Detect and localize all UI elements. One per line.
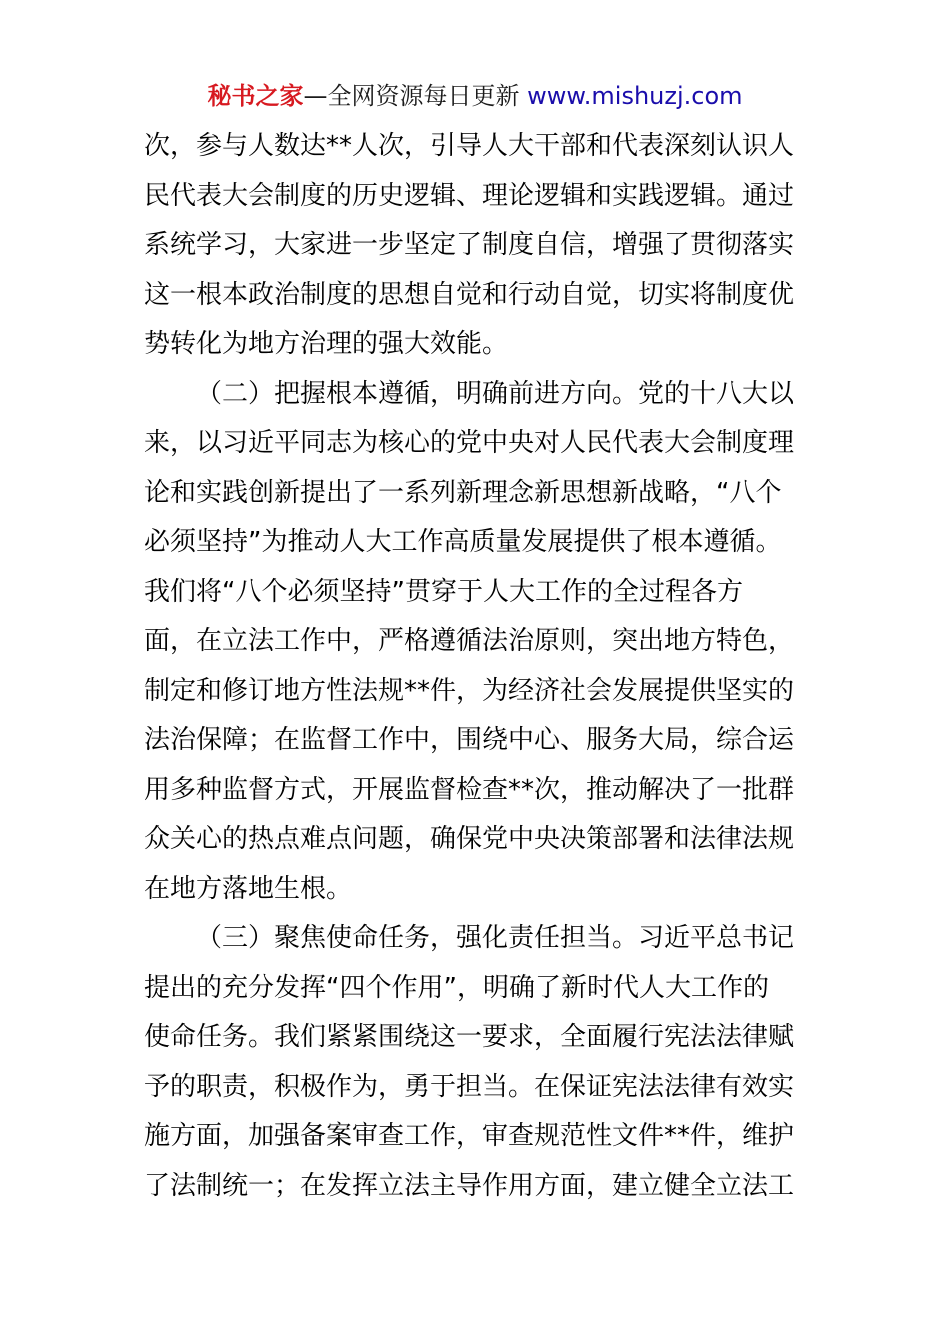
site-tagline: —全网资源每日更新 <box>303 82 528 110</box>
text-line: 民代表大会制度的历史逻辑、理论逻辑和实践逻辑。通过 <box>144 180 795 211</box>
text-line: 这一根本政治制度的思想自觉和行动自觉，切实将制度优 <box>144 279 795 310</box>
text-line: 提出的充分发挥“四个作用”，明确了新时代人大工作的 <box>144 972 769 1003</box>
text-line: 来，以习近平同志为核心的党中央对人民代表大会制度理 <box>144 428 795 458</box>
text-line: 予的职责，积极作为，勇于担当。在保证宪法法律有效实 <box>144 1071 795 1102</box>
text-line: 必须坚持”为推动人大工作高质量发展提供了根本遵循。 <box>144 527 782 557</box>
text-line: 了法制统一；在发挥立法主导作用方面，建立健全立法工 <box>144 1170 795 1201</box>
site-header <box>0 78 950 114</box>
text-line: 系统学习，大家进一步坚定了制度自信，增强了贯彻落实 <box>144 230 795 260</box>
text-line: 在地方落地生根。 <box>144 873 353 904</box>
section-heading-line: （二）把握根本遵循，明确前进方向。党的十八大以 <box>196 378 795 409</box>
site-brand: 秘书之家 <box>207 82 304 110</box>
text-line: 我们将“八个必须坚持”贯穿于人大工作的全过程各方 <box>144 576 743 607</box>
text-line: 制定和修订地方性法规**件，为经济社会发展提供坚实的 <box>144 675 795 706</box>
text-line: 次，参与人数达**人次，引导人大干部和代表深刻认识人 <box>144 131 795 161</box>
text-line: 势转化为地方治理的强大效能。 <box>144 329 509 359</box>
text-line: 论和实践创新提出了一系列新理念新思想新战略，“八个 <box>144 477 782 508</box>
document-body <box>144 122 808 1211</box>
text-line: 法治保障；在监督工作中，围绕中心、服务大局，综合运 <box>144 725 795 755</box>
text-line: 使命任务。我们紧紧围绕这一要求，全面履行宪法法律赋 <box>144 1022 795 1052</box>
site-url-link[interactable]: www.mishuzj.com <box>527 82 743 110</box>
text-line: 用多种监督方式，开展监督检查**次，推动解决了一批群 <box>144 774 795 805</box>
section-heading-line: （三）聚焦使命任务，强化责任担当。习近平总书记 <box>196 923 795 953</box>
text-line: 众关心的热点难点问题，确保党中央决策部署和法律法规 <box>144 824 795 854</box>
text-line: 施方面，加强备案审查工作，审查规范性文件**件，维护 <box>144 1121 795 1151</box>
text-line: 面，在立法工作中，严格遵循法治原则，突出地方特色， <box>144 626 795 656</box>
